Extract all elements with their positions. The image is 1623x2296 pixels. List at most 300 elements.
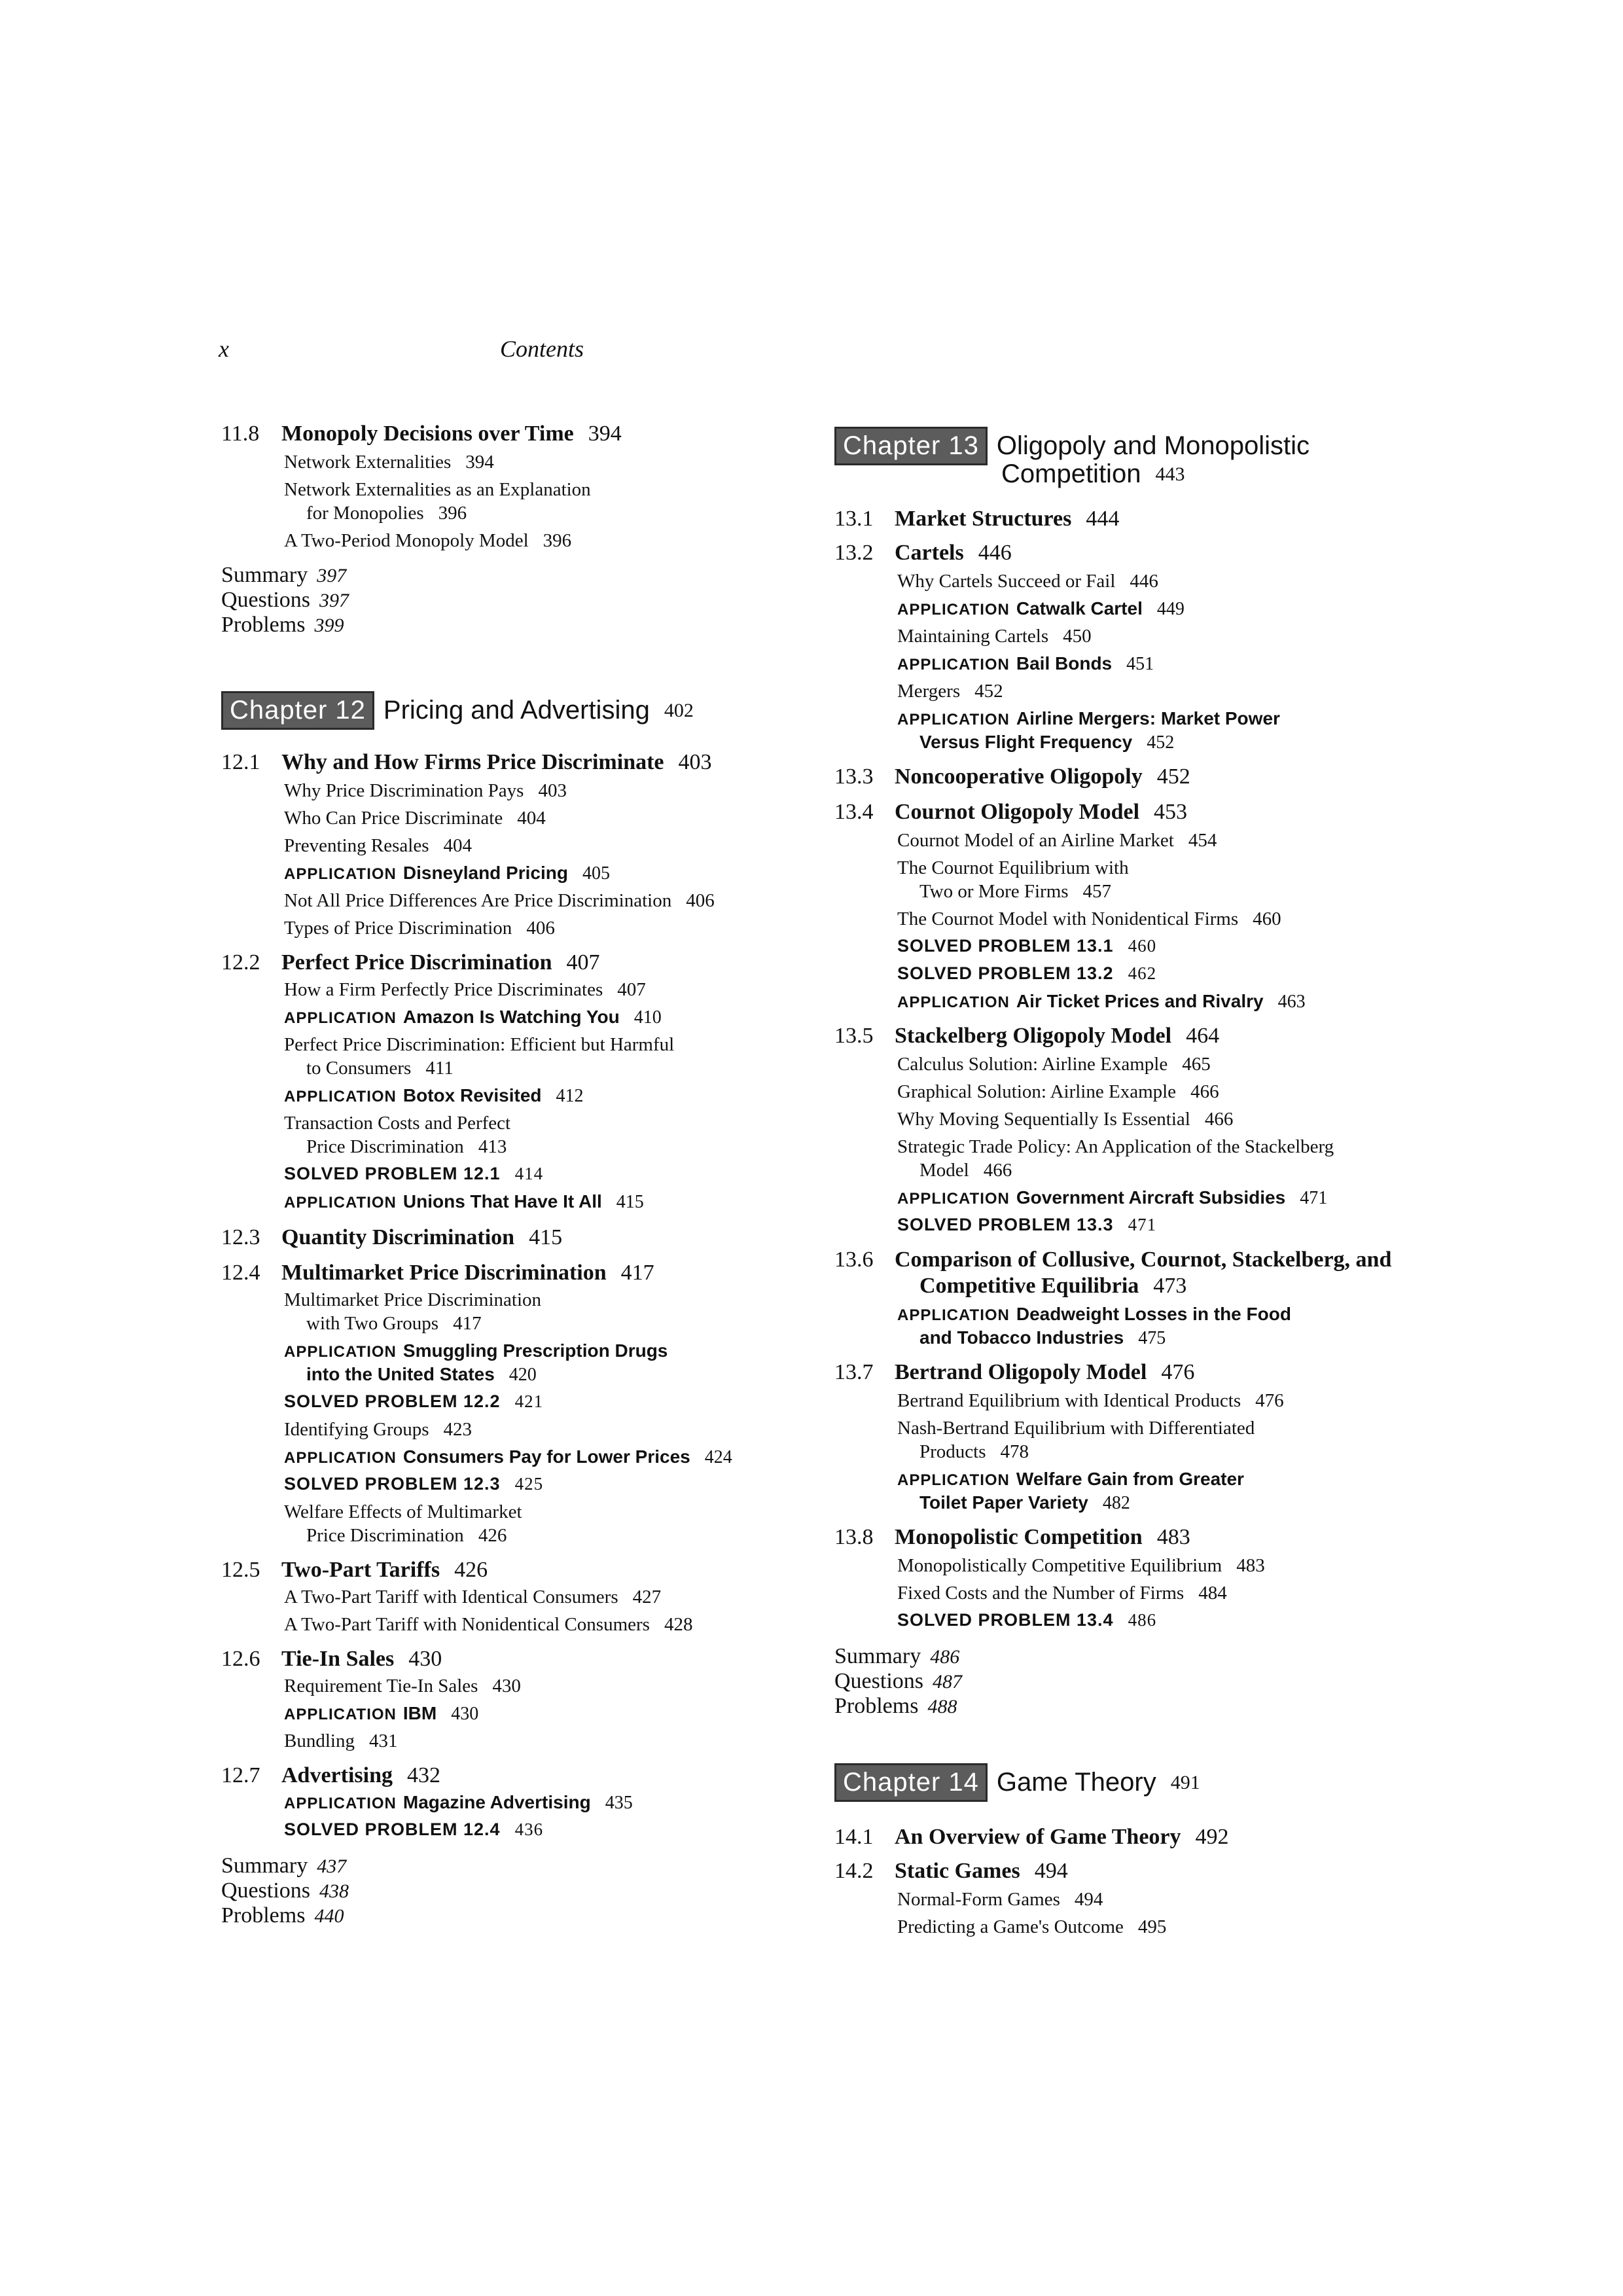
page-number: 478 [1000,1441,1029,1462]
section-title: Monopoly Decisions over Time [281,422,574,446]
summary-entry[interactable] [834,1644,959,1669]
entry-text: Products [919,1441,986,1462]
section-number: 12.2 [221,950,260,975]
section-number: 13.8 [834,1525,874,1549]
application-entry[interactable] [284,1340,668,1361]
page-number: 466 [1190,1081,1219,1102]
toc-entry[interactable] [897,908,1281,930]
entry-text: Catwalk Cartel [1016,598,1143,619]
solved-problem-entry[interactable] [897,936,1156,956]
page-number: 430 [451,1704,479,1724]
page-number: 463 [1277,992,1306,1012]
page-number: 487 [933,1671,962,1693]
application-entry[interactable] [897,1187,1327,1209]
entry-text: Requirement Tie-In Sales [284,1676,478,1696]
section-11-8[interactable] [221,422,622,446]
entry-text: Fixed Costs and the Number of Firms [897,1583,1185,1604]
section-12-2[interactable] [221,950,599,975]
entry-text: How a Firm Perfectly Price Discriminates [284,979,603,1000]
section-13-2[interactable] [834,541,1012,565]
section-number: 11.8 [221,422,260,446]
application-tag: APPLICATION [284,1194,397,1211]
entry-text: Strategic Trade Policy: An Application of the Stackelberg [897,1136,1334,1157]
entry-text: Network Externalities as an Explanation [284,479,591,500]
page-number: 446 [978,541,1012,565]
entry-text: SOLVED PROBLEM 12.1 [284,1164,501,1183]
section-title: Monopolistic Competition [895,1525,1143,1549]
questions-entry[interactable] [221,588,349,613]
entry-text: Transaction Costs and Perfect [284,1113,511,1134]
entry-text: Cournot Model of an Airline Market [897,830,1174,851]
page-number: 436 [514,1820,544,1839]
entry-text: Smuggling Prescription Drugs [402,1340,668,1361]
page-number: 453 [1154,800,1188,824]
toc-entry[interactable] [284,780,567,802]
entry-text: SOLVED PROBLEM 12.4 [284,1820,501,1839]
solved-problem-entry[interactable] [284,1164,543,1184]
section-title: Perfect Price Discrimination [281,950,552,975]
section-13-5[interactable] [834,1024,1219,1049]
entry-text: SOLVED PROBLEM 13.1 [897,936,1114,956]
toc-entry[interactable] [897,1418,1255,1439]
entry-label: Summary [834,1644,921,1668]
toc-entry[interactable] [897,1583,1227,1604]
page-number: 465 [1182,1054,1211,1075]
section-title: Cournot Oligopoly Model [895,800,1140,824]
toc-entry[interactable] [284,835,472,857]
entry-text: Two or More Firms [919,881,1069,902]
page-number: 466 [1204,1109,1234,1130]
entry-label: Problems [221,613,306,637]
entry-text: with Two Groups [306,1313,439,1334]
section-title: Stackelberg Oligopoly Model [895,1024,1172,1048]
entry-text: Predicting a Game's Outcome [897,1916,1124,1937]
page-number: 471 [1300,1188,1328,1208]
section-number: 13.3 [834,764,874,789]
section-12-4[interactable] [221,1261,654,1285]
questions-entry[interactable] [221,1878,349,1903]
page-number: 425 [514,1474,544,1494]
application-entry[interactable] [284,863,610,884]
entry-text: Mergers [897,681,961,702]
toc-entry[interactable] [897,571,1158,592]
section-title: Competitive Equilibria [919,1274,1139,1298]
toc-entry-cont[interactable] [306,503,467,524]
page-number: 483 [1156,1525,1190,1549]
page-number: 426 [454,1558,488,1582]
page-number: 415 [529,1225,563,1249]
page-number: 437 [317,1856,347,1877]
toc-entry[interactable] [897,626,1092,647]
application-tag: APPLICATION [897,1306,1010,1324]
page-number: 460 [1128,936,1157,956]
section-13-3[interactable] [834,764,1190,789]
page-number: 449 [1156,599,1185,619]
entry-text: Botox Revisited [402,1085,542,1105]
page-number: 420 [508,1365,537,1385]
application-entry-cont[interactable] [919,732,1174,753]
section-title: Advertising [281,1763,393,1787]
entry-text: Price Discrimination [306,1525,464,1546]
page-number: 494 [1074,1889,1103,1910]
toc-entry[interactable] [284,1113,510,1134]
application-entry-cont[interactable] [919,1327,1166,1349]
entry-text: The Cournot Model with Nonidentical Firms [897,908,1239,929]
application-entry[interactable] [284,1446,732,1468]
toc-entry[interactable] [284,918,555,939]
entry-text: Toilet Paper Variety [919,1492,1088,1513]
toc-entry[interactable] [897,681,1003,702]
running-title: Contents [500,336,584,362]
solved-problem-entry[interactable] [284,1474,543,1494]
application-entry[interactable] [897,598,1185,620]
page-number: 404 [517,808,546,829]
page-number: 403 [538,780,567,801]
toc-entry-cont[interactable] [919,1441,1029,1463]
entry-label: Questions [221,1878,310,1903]
questions-entry[interactable] [834,1669,962,1694]
section-14-1[interactable] [834,1825,1229,1850]
application-tag: APPLICATION [897,1190,1010,1208]
entry-label: Questions [834,1669,923,1693]
section-13-6-cont[interactable] [919,1274,1186,1299]
running-head [219,335,584,363]
page-number: 443 [1155,463,1185,485]
entry-text: A Two-Period Monopoly Model [284,530,529,551]
section-number: 13.2 [834,541,874,565]
entry-text: Why Cartels Succeed or Fail [897,571,1116,592]
page-number: 404 [443,835,472,856]
page-number: 475 [1138,1328,1166,1348]
application-entry-cont[interactable] [919,1492,1130,1514]
toc-entry[interactable] [897,857,1129,879]
chapter-badge: Chapter 12 [221,691,374,730]
entry-text: for Monopolies [306,503,424,524]
section-13-4[interactable] [834,800,1187,825]
page-number: 412 [556,1086,584,1106]
section-14-2[interactable] [834,1859,1068,1884]
toc-entry[interactable] [897,1136,1334,1158]
page-number: 406 [526,918,555,939]
solved-problem-entry[interactable] [284,1391,543,1412]
page-number: 410 [633,1007,662,1028]
page-number: 464 [1186,1024,1220,1048]
entry-text: Welfare Gain from Greater [1016,1469,1244,1489]
page-number: 407 [566,950,600,975]
application-tag: APPLICATION [897,1471,1010,1489]
entry-text: Unions That Have It All [402,1191,602,1211]
application-tag: APPLICATION [897,656,1010,673]
application-tag: APPLICATION [897,601,1010,619]
toc-entry[interactable] [284,1614,692,1636]
page-number: 486 [1128,1610,1157,1630]
section-13-1[interactable] [834,507,1119,531]
page-number: 424 [704,1447,732,1467]
entry-text: Graphical Solution: Airline Example [897,1081,1177,1102]
section-title: Why and How Firms Price Discriminate [281,750,664,774]
toc-entry[interactable] [897,1390,1284,1412]
page-number: 435 [605,1793,633,1813]
section-title: Two-Part Tariffs [281,1558,440,1582]
chapter-badge: Chapter 14 [834,1763,988,1802]
toc-entry[interactable] [284,808,546,829]
entry-text: into the United States [306,1364,495,1384]
page-number: 421 [514,1391,544,1411]
entry-text: Consumers Pay for Lower Prices [402,1446,690,1467]
toc-entry[interactable] [897,1109,1233,1130]
entry-text: Monopolistically Competitive Equilibrium [897,1555,1222,1576]
application-tag: APPLICATION [284,1009,397,1027]
summary-entry[interactable] [221,1854,346,1878]
page-number: 431 [368,1731,398,1751]
page-number: 486 [930,1646,960,1668]
page-number: 476 [1161,1360,1195,1384]
application-entry[interactable] [284,1191,644,1213]
page-numeral: x [219,336,229,362]
page-number: 444 [1086,507,1120,531]
section-number: 14.1 [834,1825,874,1849]
application-tag: APPLICATION [284,1795,397,1812]
toc-entry[interactable] [897,1916,1166,1938]
page-number: 427 [632,1587,662,1607]
page-number: 405 [582,863,610,884]
page-number: 397 [317,565,347,586]
page-number: 488 [927,1696,957,1717]
section-title: Noncooperative Oligopoly [895,764,1143,789]
chapter-title: Oligopoly and Monopolistic [996,431,1310,460]
solved-problem-entry[interactable] [897,1610,1156,1630]
entry-text: Airline Mergers: Market Power [1016,708,1280,728]
entry-text: Network Externalities [284,452,452,473]
section-number: 12.6 [221,1647,260,1671]
section-number: 12.3 [221,1225,260,1249]
toc-entry[interactable] [897,1555,1265,1577]
page-number: 430 [408,1647,442,1671]
section-12-3[interactable] [221,1225,562,1250]
page-number: 413 [478,1136,507,1157]
toc-entry[interactable] [897,1054,1211,1075]
solved-problem-entry[interactable] [897,963,1156,984]
toc-entry[interactable] [284,1419,472,1441]
toc-entry[interactable] [284,1034,674,1056]
section-title: Static Games [895,1859,1020,1883]
page-number: 403 [678,750,712,774]
application-entry[interactable] [284,1703,478,1725]
page-number: 450 [1063,626,1092,647]
page-number: 476 [1255,1390,1284,1411]
toc-entry[interactable] [897,1889,1103,1910]
entry-text: Calculus Solution: Airline Example [897,1054,1168,1075]
page-number: 451 [1126,654,1154,674]
section-number: 13.7 [834,1360,874,1384]
entry-text: Deadweight Losses in the Food [1016,1304,1291,1324]
entry-text: and Tobacco Industries [919,1327,1124,1348]
page-number: 396 [543,530,572,551]
toc-entry-cont[interactable] [306,1136,507,1158]
entry-text: Preventing Resales [284,835,429,856]
section-number: 12.5 [221,1558,260,1582]
application-tag: APPLICATION [284,1088,397,1105]
page-number: 482 [1102,1493,1130,1513]
entry-text: Government Aircraft Subsidies [1016,1187,1286,1208]
page-number: 460 [1253,908,1281,929]
entry-label: Summary [221,1854,308,1878]
toc-entry[interactable] [284,1587,661,1608]
application-entry[interactable] [897,708,1280,729]
application-tag: APPLICATION [284,1343,397,1361]
chapter-title: Game Theory [996,1768,1156,1797]
page-number: 491 [1170,1771,1200,1793]
section-12-7[interactable] [221,1763,440,1788]
page-number: 430 [492,1676,521,1696]
entry-label: Problems [834,1694,919,1718]
page-number: 394 [588,422,622,446]
section-number: 14.2 [834,1859,874,1883]
page-number: 454 [1188,830,1217,851]
page-number: 452 [1147,732,1175,753]
page-number: 428 [664,1614,693,1635]
page-number: 402 [664,699,694,721]
entry-text: Identifying Groups [284,1419,429,1440]
page-number: 484 [1198,1583,1227,1604]
page-number: 414 [514,1164,544,1183]
section-13-6[interactable] [834,1247,1391,1272]
entry-text: Bail Bonds [1016,653,1113,673]
application-tag: APPLICATION [897,994,1010,1011]
application-entry[interactable] [897,991,1306,1013]
entry-text: Not All Price Differences Are Price Discrimination [284,890,672,911]
entry-text: Amazon Is Watching You [402,1007,620,1027]
entry-text: Versus Flight Frequency [919,732,1133,752]
application-tag: APPLICATION [284,865,397,883]
application-entry-cont[interactable] [306,1364,537,1386]
entry-text: Who Can Price Discriminate [284,808,503,829]
problems-entry[interactable] [221,1903,344,1928]
entry-label: Questions [221,588,310,612]
chapter-title: Pricing and Advertising [383,696,650,725]
solved-problem-entry[interactable] [897,1215,1156,1235]
application-entry[interactable] [284,1792,633,1814]
page-number: 471 [1128,1215,1157,1234]
toc-entry-cont[interactable] [306,1058,454,1079]
application-entry[interactable] [284,1085,584,1107]
page-number: 396 [438,503,467,524]
section-number: 13.5 [834,1024,874,1048]
entry-text: IBM [402,1703,437,1723]
section-title: Quantity Discrimination [281,1225,515,1249]
section-title: Tie-In Sales [281,1647,395,1671]
toc-entry[interactable] [284,452,494,473]
entry-text: A Two-Part Tariff with Nonidentical Consumers [284,1614,650,1635]
toc-entry-cont[interactable] [919,881,1111,903]
page-number: 426 [478,1525,507,1546]
toc-entry[interactable] [284,1289,541,1311]
problems-entry[interactable] [221,613,344,637]
section-number: 13.1 [834,507,874,531]
page-number: 394 [465,452,494,473]
page-number: 473 [1153,1274,1187,1298]
chapter-13-heading-cont[interactable] [1001,459,1185,489]
page-number: 483 [1236,1555,1265,1576]
chapter-title: Competition [1001,459,1141,488]
chapter-14-heading[interactable] [834,1763,1200,1802]
toc-entry-cont[interactable] [919,1160,1012,1181]
page-number: 397 [319,590,349,611]
entry-text: Why Price Discrimination Pays [284,780,524,801]
section-12-1[interactable] [221,750,712,775]
section-12-5[interactable] [221,1558,488,1583]
summary-entry[interactable] [221,563,346,588]
entry-text: Disneyland Pricing [402,863,568,883]
entry-text: Magazine Advertising [402,1792,591,1812]
entry-text: to Consumers [306,1058,412,1079]
toc-entry-cont[interactable] [306,1525,507,1547]
section-number: 12.1 [221,750,260,774]
section-title: An Overview of Game Theory [895,1825,1181,1849]
toc-entry[interactable] [897,1081,1219,1103]
section-title: Comparison of Collusive, Cournot, Stackelberg, and [895,1247,1392,1272]
section-title: Market Structures [895,507,1072,531]
entry-text: Nash-Bertrand Equilibrium with Differentiated [897,1418,1255,1439]
section-13-7[interactable] [834,1360,1194,1385]
page-number: 415 [616,1192,644,1212]
toc-entry[interactable] [284,1676,521,1697]
entry-text: SOLVED PROBLEM 12.2 [284,1391,501,1411]
entry-text: Air Ticket Prices and Rivalry [1016,991,1264,1011]
page-number: 407 [617,979,646,1000]
toc-entry-cont[interactable] [306,1313,482,1335]
entry-text: SOLVED PROBLEM 12.3 [284,1474,501,1494]
application-entry[interactable] [284,1007,662,1028]
solved-problem-entry[interactable] [284,1820,543,1840]
entry-text: Why Moving Sequentially Is Essential [897,1109,1190,1130]
section-13-8[interactable] [834,1525,1190,1550]
toc-entry[interactable] [284,479,591,501]
entry-text: Types of Price Discrimination [284,918,512,939]
section-number: 12.7 [221,1763,260,1787]
section-number: 13.4 [834,800,874,824]
page-number: 446 [1130,571,1158,592]
entry-text: Price Discrimination [306,1136,464,1157]
section-title: Multimarket Price Discrimination [281,1261,607,1285]
page-number: 452 [974,681,1003,702]
entry-text: Multimarket Price Discrimination [284,1289,542,1310]
toc-entry[interactable] [897,830,1217,852]
toc-entry[interactable] [284,890,715,912]
section-title: Cartels [895,541,964,565]
entry-text: Bundling [284,1731,355,1751]
application-tag: APPLICATION [897,711,1010,728]
entry-text: The Cournot Equilibrium with [897,857,1129,878]
problems-entry[interactable] [834,1694,957,1719]
entry-text: Model [919,1160,969,1181]
entry-label: Summary [221,563,308,587]
toc-entry[interactable] [284,1731,397,1752]
entry-text: Normal-Form Games [897,1889,1060,1910]
page-number: 495 [1137,1916,1167,1937]
entry-text: Perfect Price Discrimination: Efficient but Harmful [284,1034,675,1055]
toc-entry[interactable] [284,1501,522,1523]
application-entry[interactable] [897,1469,1244,1490]
toc-entry[interactable] [284,530,571,552]
application-entry[interactable] [897,1304,1291,1325]
section-title: Bertrand Oligopoly Model [895,1360,1147,1384]
entry-text: Maintaining Cartels [897,626,1049,647]
application-entry[interactable] [897,653,1154,675]
section-12-6[interactable] [221,1647,442,1672]
chapter-12-heading[interactable] [221,691,694,730]
toc-entry[interactable] [284,979,646,1001]
